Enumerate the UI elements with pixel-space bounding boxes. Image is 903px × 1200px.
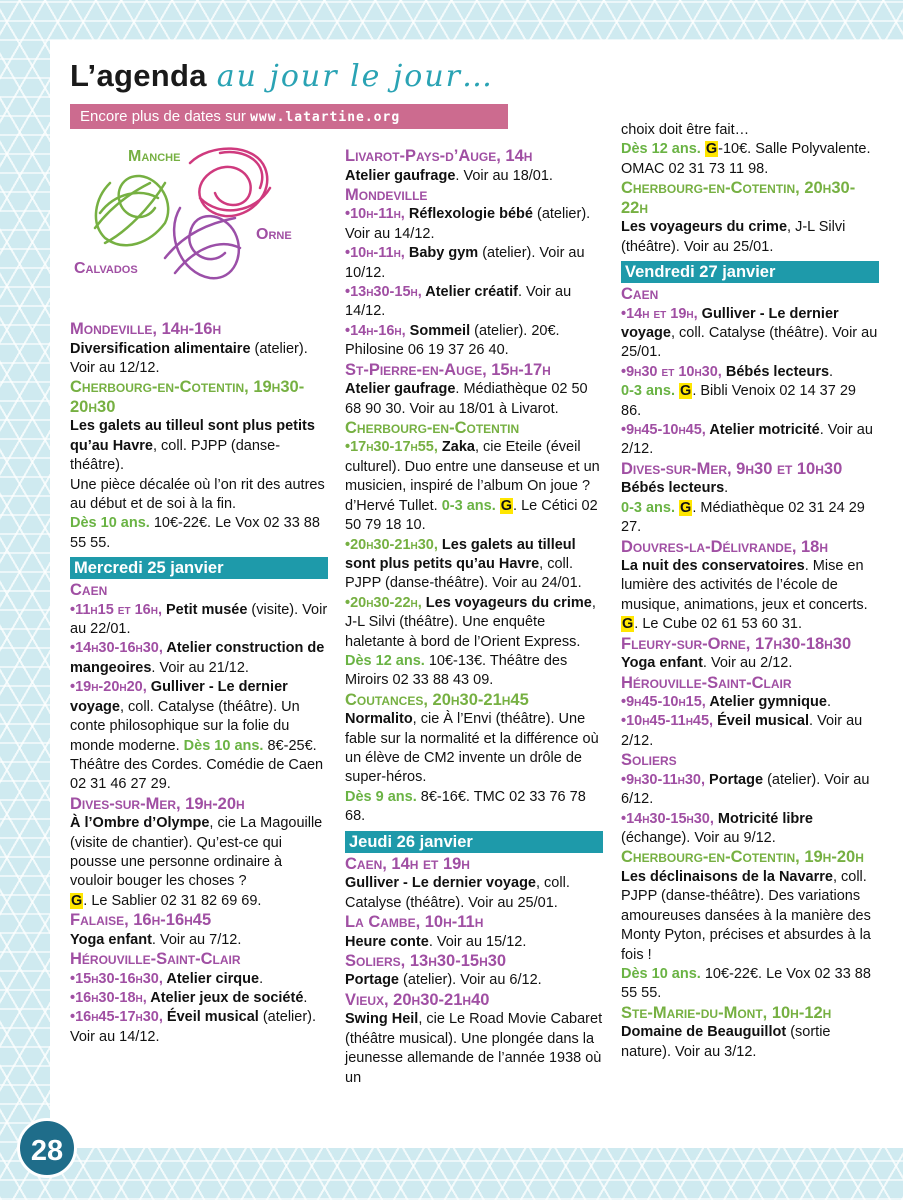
event-entry: •9h30-11h30, Portage (atelier). Voir au 6/12. [621, 771, 870, 808]
event-entry: Atelier gaufrage. Voir au 18/01. [345, 167, 553, 184]
agenda-column-1 [70, 320, 328, 1047]
event-entry: •10h-11h, Baby gym (atelier). Voir au 10/12. [345, 245, 585, 281]
event-info: Dès 12 ans. G-10€. Salle Polyvalente. OMAC 02 31 73 11 98. [621, 141, 871, 177]
free-badge: G [500, 497, 513, 514]
page-title-script: au jour le jour… [216, 59, 494, 94]
event-entry: Les voyageurs du crime, J-L Silvi (théâtre). Voir au 25/01. [621, 219, 846, 255]
event-entry: •20h30-21h30, Les galets au tilleul sont plus petits qu’au Havre, coll. PJPP (danse-théâtre). Voir au 24/01. [345, 536, 582, 592]
location-heading: Dives-sur-Mer, 9h30 et 10h30 [621, 459, 843, 478]
event-entry: Domaine de Beauguillot (sortie nature). Voir au 3/12. [621, 1024, 831, 1060]
location-heading: Coutances, 20h30-21h45 [345, 690, 529, 709]
location-heading: Vieux, 20h30-21h40 [345, 990, 490, 1009]
location-heading: Soliers, 13h30-15h30 [345, 951, 507, 970]
location-heading: Douvres-la-Délivrande, 18h [621, 537, 829, 556]
location-heading: Fleury-sur-Orne, 17h30-18h30 [621, 634, 852, 653]
event-entry: •14h-16h, Sommeil (atelier). 20€. Philosine 06 19 37 26 40. [345, 322, 560, 359]
map-label-calvados: Calvados [74, 260, 138, 277]
banner-text: Encore plus de dates sur [80, 108, 246, 125]
event-entry: Gulliver - Le dernier voyage, coll. Catalyse (théâtre). Voir au 25/01. [345, 875, 570, 911]
event-entry: Bébés lecteurs. [621, 480, 729, 497]
free-badge: G [622, 616, 634, 633]
page-title: L’agenda au jour le jour… [70, 58, 494, 94]
location-heading: Cherbourg-en-Cotentin, 20h30-22h [621, 179, 856, 217]
event-entry: •14h et 19h, Gulliver - Le dernier voyage, coll. Catalyse (théâtre). Voir au 25/01. [621, 305, 878, 361]
location-heading: Hérouville-Saint-Clair [70, 950, 241, 969]
location-heading: Caen [70, 581, 108, 600]
location-heading: St-Pierre-en-Auge, 15h-17h [345, 360, 551, 379]
event-entry: •16h30-18h, Atelier jeux de société. [70, 990, 308, 1007]
event-entry: •10h-11h, Réflexologie bébé (atelier). Voir au 14/12. [345, 206, 591, 242]
event-entry: Atelier gaufrage. Médiathèque 02 50 68 90 30. Voir au 18/01 à Livarot. [345, 381, 588, 417]
event-entry: La nuit des conservatoires. Mise en lumière des activités de l’école de musique, animations, jeux et concerts. [621, 558, 868, 613]
event-info: 0-3 ans. G. Médiathèque 02 31 24 29 27. [621, 499, 865, 536]
event-info: Dès 10 ans. 10€-22€. Le Vox 02 33 88 55 55. [70, 515, 320, 551]
event-entry: •10h45-11h45, Éveil musical. Voir au 2/12. [621, 713, 863, 749]
location-heading: Cherbourg-en-Cotentin [345, 418, 520, 437]
free-badge: G [680, 499, 692, 516]
map-label-manche: Manche [128, 148, 181, 165]
location-heading: La Cambe, 10h-11h [345, 913, 484, 931]
event-entry: •14h30-16h30, Atelier construction de mangeoires. Voir au 21/12. [70, 640, 325, 676]
event-entry: •19h-20h20, Gulliver - Le dernier voyage, coll. Catalyse (théâtre). Un conte philosophique sur la folie du monde moderne. Dès 10 ans. 8€-25€. Théâtre des Cordes. Comédie de Caen 02 31 46 27 29. [70, 679, 324, 793]
agenda-column-3 [621, 121, 879, 1062]
free-badge: G [705, 141, 718, 158]
event-entry: •9h45-10h15, Atelier gymnique. [621, 694, 831, 711]
event-entry: •16h45-17h30, Éveil musical (atelier). Voir au 14/12. [70, 1009, 317, 1045]
event-info: G. Le Cube 02 61 53 60 31. [622, 616, 802, 633]
event-continuation: choix doit être fait… [621, 122, 750, 138]
website-banner [70, 104, 508, 129]
page-number: 28 [17, 1118, 77, 1178]
region-map-illustration [70, 138, 320, 288]
event-entry: Swing Heil, cie Le Road Movie Cabaret (théâtre musical). Une plongée dans la jeunesse allemande de l’année 1938 où un [345, 1011, 603, 1086]
event-entry: •9h45-10h45, Atelier motricité. Voir au 2/12. [621, 421, 873, 458]
event-entry: Heure conte. Voir au 15/12. [345, 933, 527, 950]
event-entry: •11h15 et 16h, Petit musée (visite). Voir au 22/01. [70, 601, 328, 638]
event-entry: Les déclinaisons de la Navarre, coll. PJPP (danse-théâtre). Des variations amoureuses dansées à la manière des Monty Pyton, précises et absurdes à la fois ! [621, 868, 871, 963]
event-entry: •20h30-22h, Les voyageurs du crime, J-L Silvi (théâtre). Une enquête haletante à bord de l’Orient Express. Dès 12 ans. 10€-13€. Théâtre des Miroirs 02 33 88 43 09. [345, 594, 596, 689]
event-info: Dès 10 ans. 10€-22€. Le Vox 02 33 88 55 55. [621, 965, 871, 1002]
location-heading: Mondeville [345, 185, 428, 204]
location-heading: Falaise, 16h-16h45 [70, 911, 212, 930]
location-heading: Mondeville, 14h-16h [70, 320, 222, 338]
location-heading: Cherbourg-en-Cotentin, 19h30-20h30 [70, 378, 305, 416]
location-heading: Caen, 14h et 19h [345, 854, 470, 873]
location-heading: Dives-sur-Mer, 19h-20h [70, 794, 245, 813]
location-heading: Hérouville-Saint-Clair [621, 673, 792, 692]
event-entry: Diversification alimentaire (atelier). Voir au 12/12. [70, 340, 308, 376]
day-header: Jeudi 26 janvier [345, 831, 603, 853]
location-heading: Soliers [621, 751, 677, 770]
event-entry: •13h30-15h, Atelier créatif. Voir au 14/12. [345, 284, 572, 320]
agenda-column-2 [345, 147, 603, 1088]
location-heading: Cherbourg-en-Cotentin, 19h-20h [621, 848, 864, 867]
website-link[interactable]: www.latartine.org [250, 110, 401, 125]
event-entry: Yoga enfant. Voir au 2/12. [621, 655, 793, 672]
day-header: Vendredi 27 janvier [621, 261, 879, 283]
map-label-orne: Orne [256, 226, 292, 243]
location-heading: Livarot-Pays-d’Auge, 14h [345, 147, 533, 165]
event-info: Dès 9 ans. 8€-16€. TMC 02 33 76 78 68. [345, 788, 586, 825]
event-entry: Les galets au tilleul sont plus petits qu’au Havre, coll. PJPP (danse-théâtre). [70, 418, 315, 474]
event-description: Une pièce décalée où l’on rit des autres au début et de soi à la fin. [70, 476, 325, 512]
day-header: Mercredi 25 janvier [70, 557, 328, 579]
event-entry: À l’Ombre d’Olympe, cie La Magouille (visite de chantier). Qu’est-ce qui pousse une personne ordinaire à vouloir bouger les choses ? [70, 815, 323, 890]
event-entry: •17h30-17h55, Zaka, cie Eteile (éveil culturel). Duo entre une danseuse et un musicien, inspiré de l’album On joue ? d’Hervé Tullet. 0-3 ans. G. Le Cétici 02 50 79 18 10. [345, 439, 600, 534]
free-badge: G [680, 383, 692, 400]
event-entry: •9h30 et 10h30, Bébés lecteurs. 0-3 ans. G. Bibli Venoix 02 14 37 29 86. [621, 363, 856, 419]
location-heading: Caen [621, 285, 659, 304]
event-entry: Yoga enfant. Voir au 7/12. [70, 931, 242, 948]
location-heading: Ste-Marie-du-Mont, 10h-12h [621, 1003, 832, 1022]
event-entry: Portage (atelier). Voir au 6/12. [345, 972, 542, 989]
free-badge: G [71, 892, 83, 909]
event-entry: •15h30-16h30, Atelier cirque. [70, 970, 264, 987]
event-entry: Normalito, cie À l’Envi (théâtre). Une fable sur la normalité et la différence où un élève de CM2 invente un drôle de super-héros. [345, 711, 599, 786]
event-info: G. Le Sablier 02 31 82 69 69. [71, 892, 262, 909]
event-entry: •14h30-15h30, Motricité libre (échange). Voir au 9/12. [621, 810, 813, 846]
